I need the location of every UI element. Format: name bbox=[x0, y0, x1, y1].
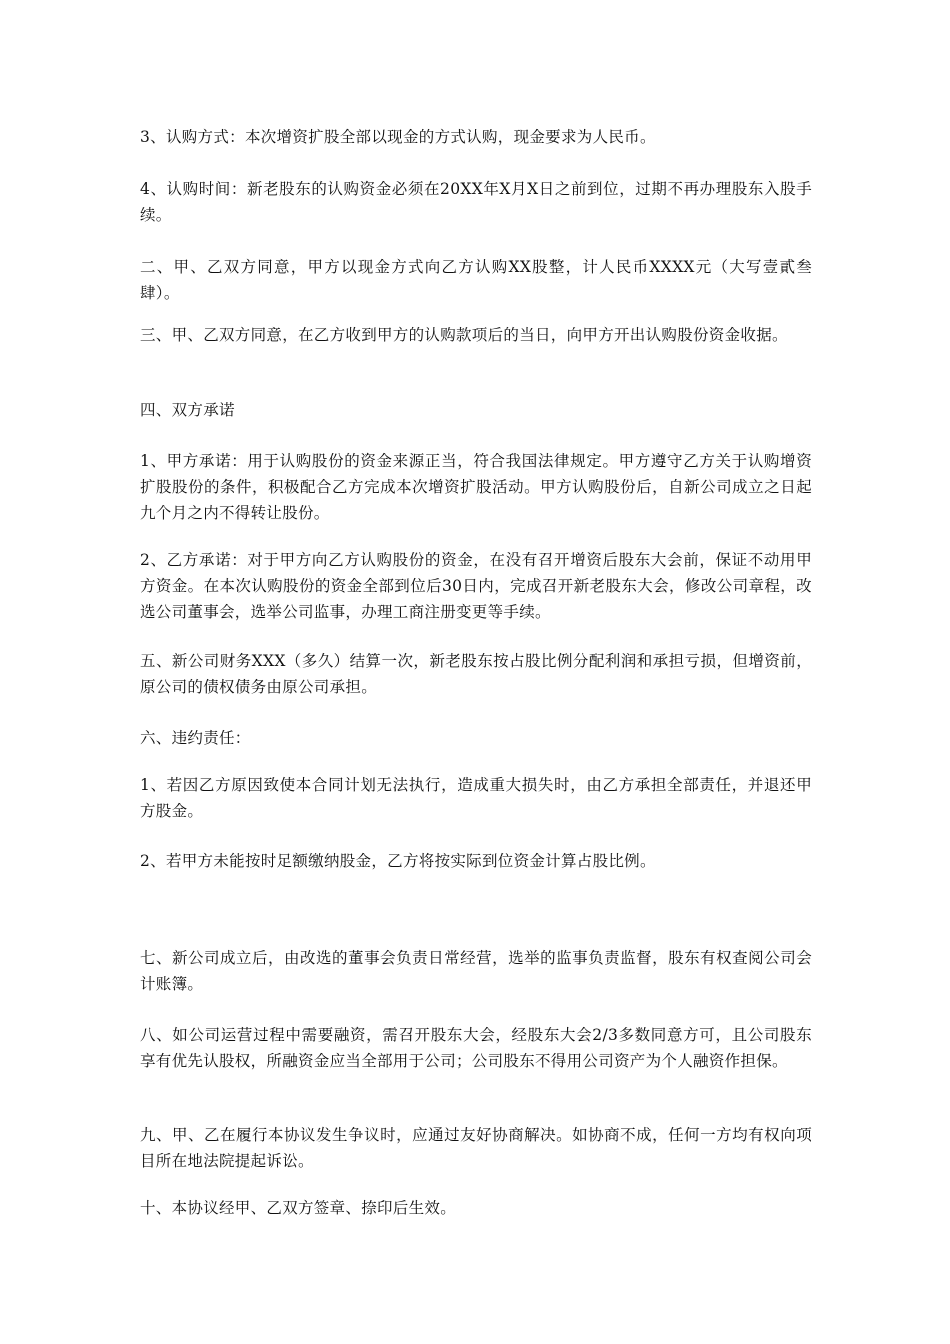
clause-party-b-commitment: 2、乙方承诺：对于甲方向乙方认购股份的资金，在没有召开增资后股东大会前，保证不动用甲方资金。在本次认购股份的资金全部到位后30日内，完成召开新老股东大会，修改公司章程，改选公司董事会，选举公司监事，办理工商注册变更等手续。 bbox=[140, 551, 812, 621]
clause-three-receipt: 三、甲、乙双方同意，在乙方收到甲方的认购款项后的当日，向甲方开出认购股份资金收据。 bbox=[140, 326, 788, 344]
clause-seven-management: 七、新公司成立后，由改选的董事会负责日常经营，选举的监事负责监督，股东有权查阅公司会计账簿。 bbox=[140, 949, 812, 993]
clause-breach-party-a: 2、若甲方未能按时足额缴纳股金，乙方将按实际到位资金计算占股比例。 bbox=[140, 852, 656, 870]
clause-subscription-method: 3、认购方式：本次增资扩股全部以现金的方式认购，现金要求为人民币。 bbox=[140, 128, 656, 146]
section-four-heading: 四、双方承诺 bbox=[140, 401, 235, 419]
clause-two-share-purchase: 二、甲、乙双方同意，甲方以现金方式向乙方认购XX股整，计人民币XXXX元（大写壹貳叁肆）。 bbox=[140, 258, 812, 302]
clause-subscription-time: 4、认购时间：新老股东的认购资金必须在20XX年X月X日之前到位，过期不再办理股东入股手续。 bbox=[140, 180, 812, 224]
clause-breach-party-b: 1、若因乙方原因致使本合同计划无法执行，造成重大损失时，由乙方承担全部责任，并退还甲方股金。 bbox=[140, 776, 812, 820]
clause-party-a-commitment: 1、甲方承诺：用于认购股份的资金来源正当，符合我国法律规定。甲方遵守乙方关于认购增资扩股股份的条件，积极配合乙方完成本次增资扩股活动。甲方认购股份后，自新公司成立之日起九个月之内不得转让股份。 bbox=[140, 452, 812, 522]
clause-ten-effective: 十、本协议经甲、乙双方签章、捺印后生效。 bbox=[140, 1199, 457, 1217]
clause-eight-financing: 八、如公司运营过程中需要融资，需召开股东大会，经股东大会2/3多数同意方可，且公司股东享有优先认股权，所融资金应当全部用于公司；公司股东不得用公司资产为个人融资作担保。 bbox=[140, 1026, 812, 1070]
section-six-heading: 六、违约责任： bbox=[140, 729, 251, 747]
clause-nine-dispute: 九、甲、乙在履行本协议发生争议时，应通过友好协商解决。如协商不成，任何一方均有权向项目所在地法院提起诉讼。 bbox=[140, 1126, 812, 1170]
clause-five-finance: 五、新公司财务XXX（多久）结算一次，新老股东按占股比例分配利润和承担亏损，但增资前，原公司的债权债务由原公司承担。 bbox=[140, 652, 812, 696]
